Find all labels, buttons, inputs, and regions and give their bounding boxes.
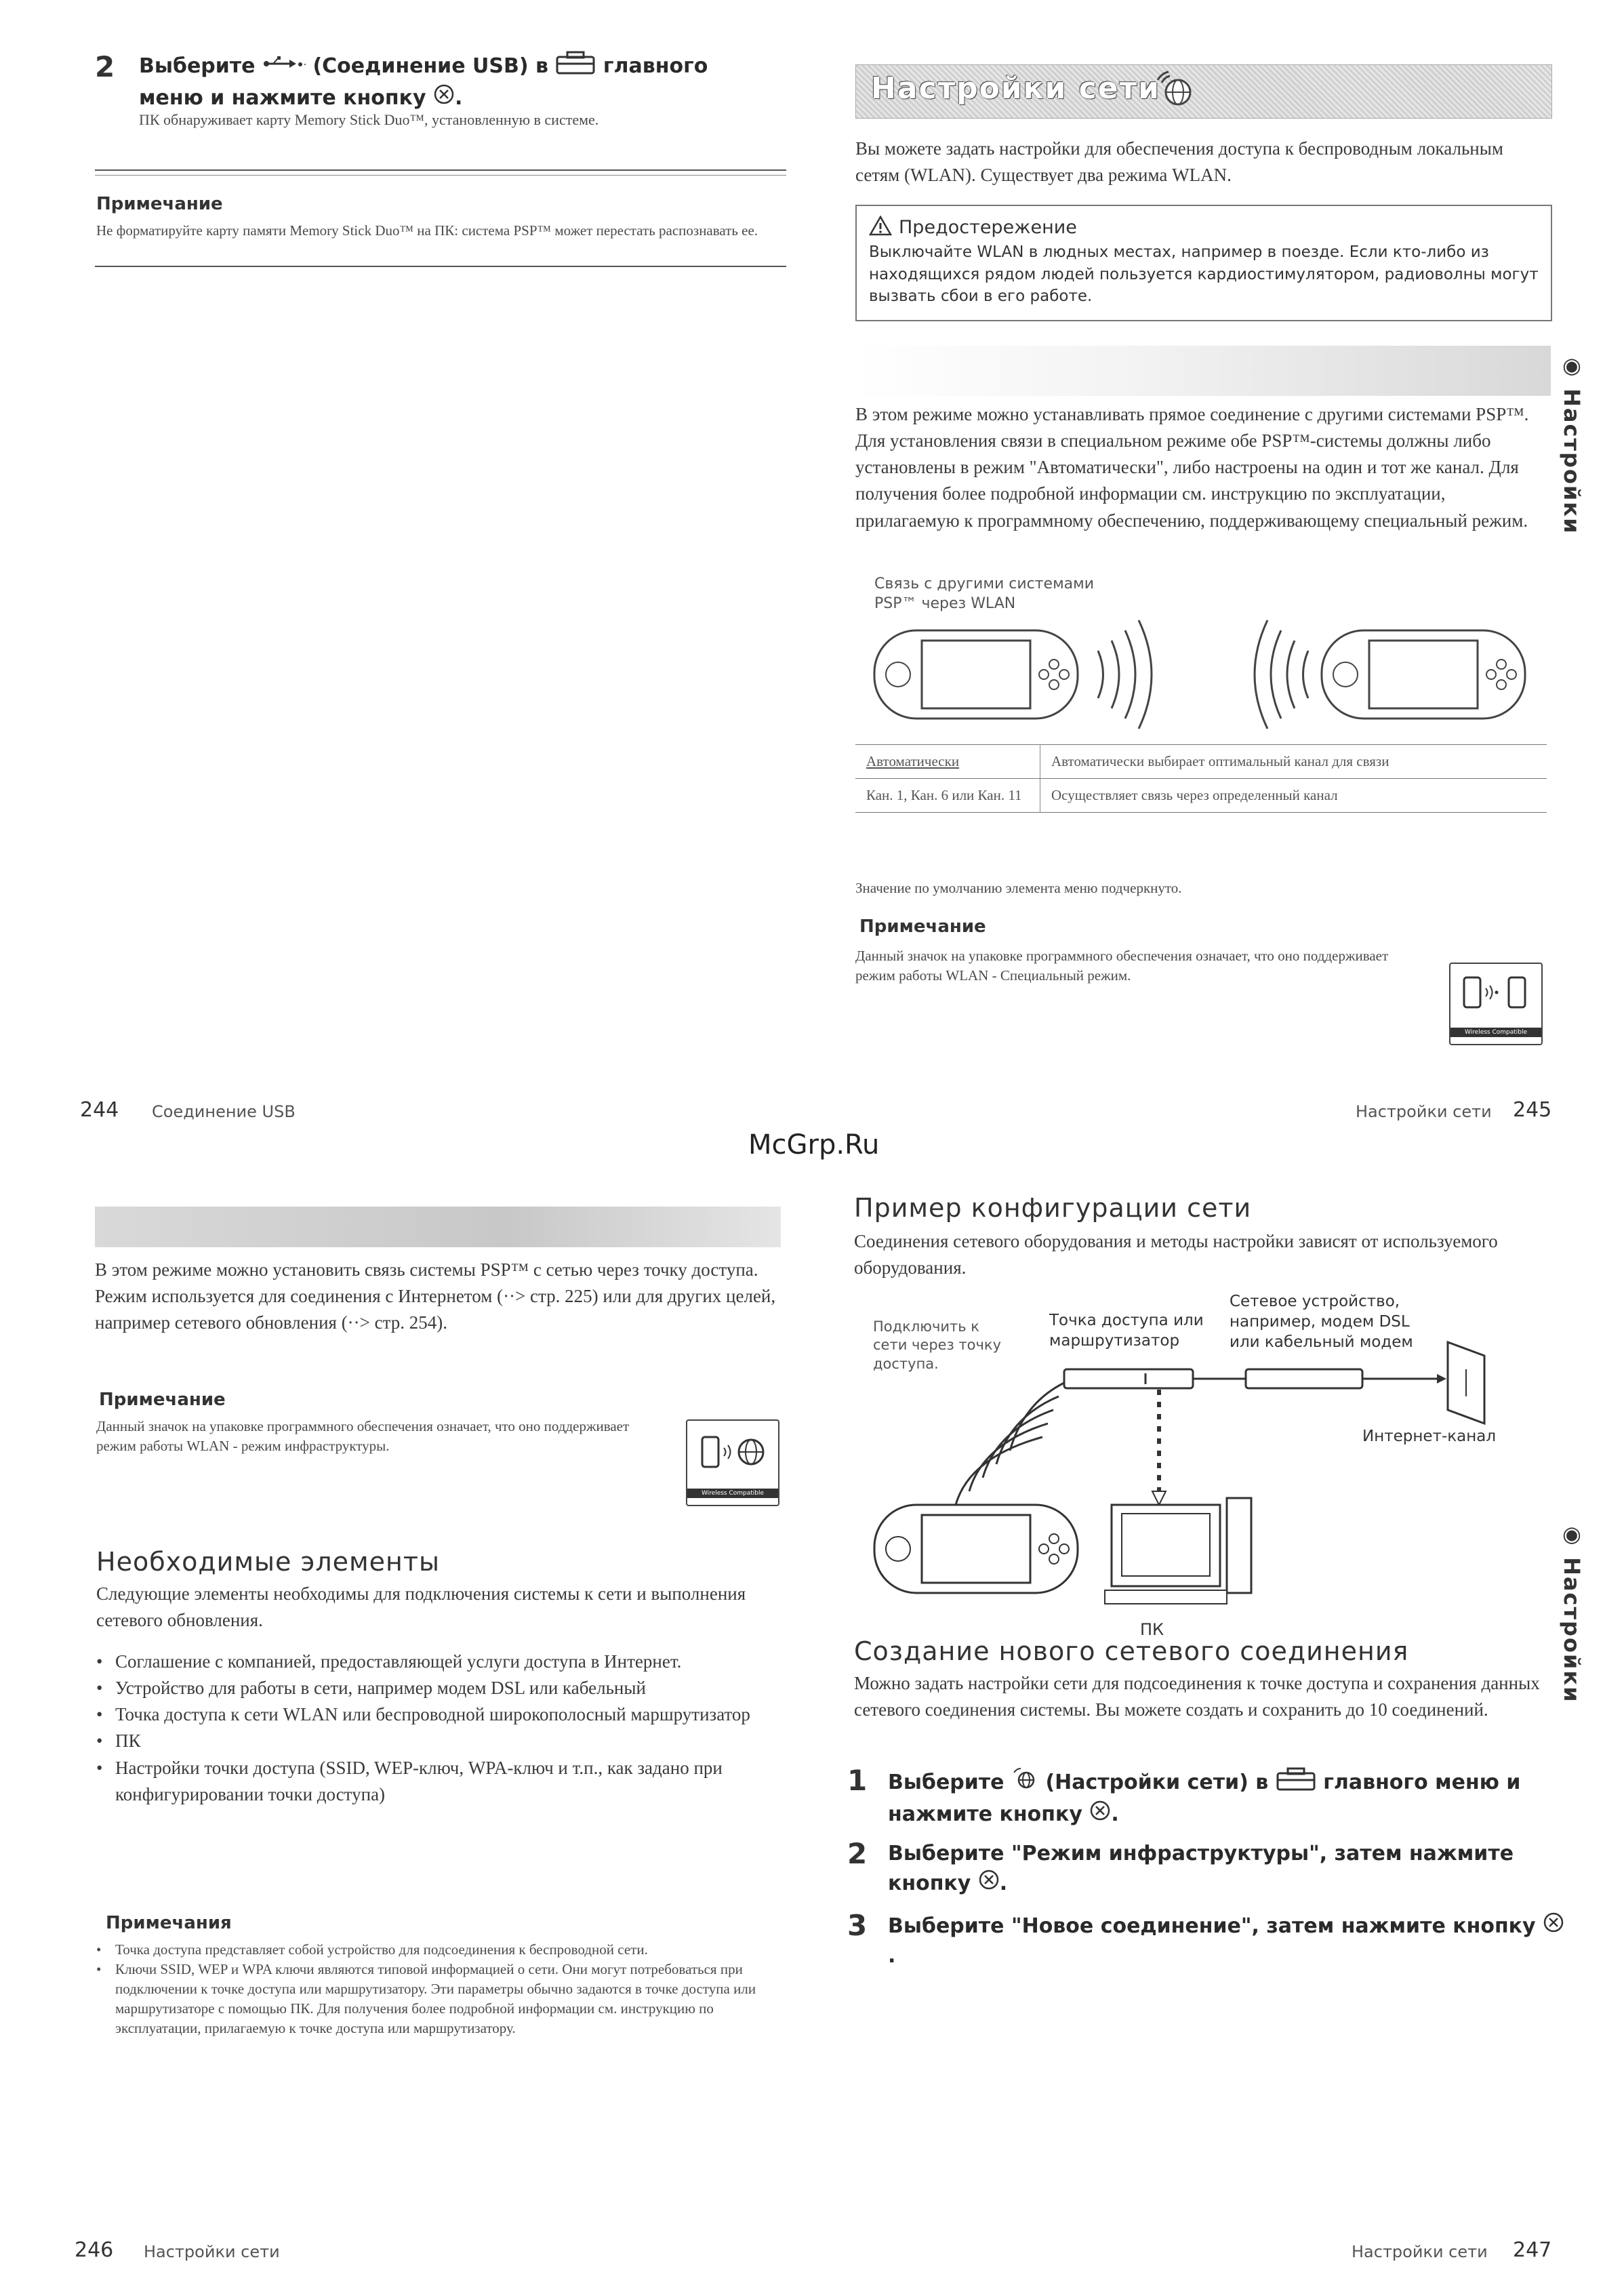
divider	[95, 266, 786, 267]
diagram-label-line: Подключить к	[873, 1318, 979, 1335]
badge-label: Wireless Compatible	[687, 1489, 778, 1498]
diagram-label-connect	[873, 1318, 1001, 1373]
step-2-instruction	[888, 1840, 1539, 1899]
caution-header	[869, 216, 1539, 239]
diagram-label-line: маршрутизатор	[1049, 1331, 1180, 1350]
note-heading: Примечание	[96, 194, 223, 214]
side-tab-label: Настройки	[1559, 1557, 1585, 1703]
step-number: 1	[847, 1764, 868, 1797]
toolbox-icon	[555, 50, 596, 83]
note-heading: Примечание	[99, 1390, 226, 1410]
step-text: Выберите	[888, 1770, 1004, 1794]
diagram-label-line: сети через точку	[873, 1337, 1002, 1354]
notes-heading: Примечания	[106, 1913, 232, 1933]
footer-section: Настройки сети	[1352, 2242, 1488, 2261]
access-point	[1064, 1369, 1193, 1388]
side-tab-settings	[1559, 1521, 1585, 1703]
diagram-label-internet: Интернет-канал	[1362, 1428, 1497, 1445]
step-text: Выберите "Новое соединение", затем нажмите кнопку	[888, 1914, 1536, 1938]
network-settings-icon	[1152, 68, 1198, 117]
network-example-text: Соединения сетевого оборудования и методы настройки зависят от используемого оборудования.	[854, 1231, 1498, 1278]
table-cell-value: Автоматически выбирает оптимальный канал для связи	[1040, 745, 1547, 779]
cross-button-icon	[978, 1869, 1000, 1899]
list-item: • Точка доступа представляет собой устройство для подсоединения к беспроводной сети.	[96, 1940, 781, 1960]
footer-section: Настройки сети	[144, 2242, 280, 2261]
psp-device-left	[874, 630, 1078, 719]
cross-button-icon	[1543, 1912, 1564, 1942]
footer-section: Настройки сети	[1356, 1102, 1492, 1121]
step-text: меню и нажмите кнопку	[139, 85, 426, 110]
cross-button-icon	[433, 83, 455, 114]
step-text: Выберите	[139, 54, 256, 78]
step-3-instruction	[888, 1912, 1566, 1971]
caution-box	[855, 205, 1552, 321]
notes-list	[96, 1940, 781, 2038]
diagram-label-line: доступа.	[873, 1355, 939, 1372]
table-cell-key: Кан. 1, Кан. 6 или Кан. 11	[855, 779, 1040, 813]
required-items-title: Необходимые элементы	[96, 1547, 441, 1577]
settings-tab-icon: ◉	[1559, 352, 1585, 389]
required-items-intro: Следующие элементы необходимы для подключения системы к сети и выполнения сетевого обновления.	[96, 1583, 746, 1631]
list-item: • Настройки точки доступа (SSID, WEP-ключ, WPA-ключ и т.п., как задано при конфигурировании точки доступа)	[96, 1755, 781, 1808]
section-header-bar	[95, 1207, 781, 1247]
note-text: Не форматируйте карту памяти Memory Stick Duo™ на ПК: система PSP™ может перестать распознавать ее.	[96, 222, 758, 239]
list-item: • Точка доступа к сети WLAN или беспроводной широкополосный маршрутизатор	[96, 1701, 781, 1728]
diagram-caption-line: PSP™ через WLAN	[874, 594, 1016, 612]
side-tab-settings	[1559, 352, 1585, 534]
default-value-note: Значение по умолчанию элемента меню подчеркнуто.	[855, 880, 1182, 896]
psp-device	[874, 1505, 1078, 1593]
psp-device-right	[1322, 630, 1525, 719]
step-number: 2	[847, 1837, 868, 1870]
caution-heading: Предостережение	[899, 216, 1077, 238]
list-item: • ПК	[96, 1728, 781, 1754]
table-cell-key: Автоматически	[855, 745, 1040, 779]
step-text: .	[888, 1943, 896, 1968]
step-text: .	[455, 85, 463, 110]
dashed-connection	[1152, 1390, 1166, 1505]
list-item: • Устройство для работы в сети, например модем DSL или кабельный	[96, 1675, 781, 1701]
warning-icon	[869, 216, 892, 239]
cross-button-icon	[1089, 1800, 1111, 1830]
wlan-intro: Вы можете задать настройки для обеспечения доступа к беспроводным локальным сетям (WLAN). Существует два режима WLAN.	[855, 138, 1503, 186]
diagram-label-line: Сетевое устройство,	[1230, 1293, 1400, 1310]
network-example-title: Пример конфигурации сети	[854, 1193, 1252, 1223]
note-heading: Примечание	[859, 916, 986, 937]
divider	[95, 169, 786, 171]
network-settings-icon	[1011, 1767, 1038, 1799]
badge-label: Wireless Compatible	[1450, 1028, 1541, 1037]
wireless-waves-icon	[1098, 620, 1308, 729]
step-text: нажмите кнопку	[888, 1802, 1082, 1826]
step-text: (Соединение USB) в	[312, 54, 548, 78]
step-1-instruction	[888, 1766, 1559, 1830]
dsl-modem	[1246, 1369, 1362, 1388]
watermark: McGrp.Ru	[748, 1129, 880, 1160]
list-item: • Соглашение с компанией, предоставляющей услуги доступа в Интернет.	[96, 1649, 781, 1675]
adhoc-diagram	[868, 610, 1532, 739]
footer-section: Соединение USB	[152, 1102, 296, 1121]
step-text: Выберите "Режим инфраструктуры", затем нажмите кнопку	[888, 1842, 1514, 1895]
caution-text: Выключайте WLAN в людных местах, например в поезде. Если кто-либо из находящихся рядом людей пользуется кардиостимулятором, радиоволны могут вызвать сбои в его работе.	[869, 243, 1539, 306]
wireless-compatible-infrastructure-icon	[686, 1419, 779, 1506]
step-text: главного меню и	[1323, 1770, 1521, 1794]
infrastructure-description: В этом режиме можно установить связь системы PSP™ с сетью через точку доступа. Режим используется для соединения с Интернетом (··> стр. 225) или для других целей, например сетевого обновления (··> стр. 254).	[95, 1259, 776, 1333]
step-text: .	[1111, 1802, 1119, 1826]
table-cell-value: Осуществляет связь через определенный канал	[1040, 779, 1547, 813]
page-number: 244	[80, 1098, 119, 1122]
diagram-label-line: например, модем DSL	[1230, 1312, 1410, 1331]
wireless-compatible-adhoc-icon	[1449, 963, 1543, 1045]
step-2-result: ПК обнаруживает карту Memory Stick Duo™, установленную в системе.	[139, 111, 599, 128]
step-2-instruction	[139, 50, 749, 113]
diagram-label-access-point	[1049, 1311, 1204, 1352]
table-row	[855, 745, 1547, 779]
note-text: Данный значок на упаковке программного обеспечения означает, что оно поддерживает режим работы WLAN - режим инфраструктуры.	[96, 1418, 630, 1454]
page-number: 245	[1513, 1098, 1552, 1122]
diagram-caption-line: Связь с другими системами	[874, 575, 1095, 592]
subsection-header-bar	[855, 346, 1551, 396]
step-text: .	[999, 1871, 1008, 1895]
diagram-label-line: Точка доступа или	[1049, 1312, 1204, 1329]
side-tab-label: Настройки	[1559, 388, 1585, 535]
table-row	[855, 779, 1547, 813]
step-text: главного	[603, 54, 708, 78]
page-number: 246	[75, 2238, 114, 2262]
toolbox-icon	[1276, 1766, 1316, 1800]
page-number: 247	[1513, 2238, 1552, 2262]
wireless-waves-icon	[956, 1383, 1064, 1505]
pc-computer-icon	[1105, 1498, 1251, 1604]
step-number: 2	[95, 50, 115, 83]
usb-icon	[262, 52, 306, 81]
divider	[95, 175, 786, 176]
diagram-label-pc: ПК	[1140, 1620, 1164, 1639]
step-text: (Настройки сети) в	[1045, 1770, 1269, 1794]
create-connection-title: Создание нового сетевого соединения	[854, 1636, 1409, 1666]
adhoc-description: В этом режиме можно устанавливать прямое соединение с другими системами PSP™. Для установления связи в специальном режиме обе PSP™-системы должны либо установлены в режим "Автоматически", либо настроены на один и тот же канал. Для получения более подробной информации см. инструкцию по эксплуатации, прилагаемую к программному обеспечению, поддерживающему специальный режим.	[855, 404, 1529, 531]
settings-tab-icon: ◉	[1559, 1521, 1585, 1558]
section-title: Настройки сети	[871, 71, 1160, 106]
create-connection-text: Можно задать настройки сети для подсоединения к точке доступа и сохранения данных сетевого соединения системы. Вы можете создать и сохранить до 10 соединений.	[854, 1673, 1540, 1720]
diagram-label-line: или кабельный модем	[1230, 1333, 1413, 1351]
diagram-label-network-device	[1230, 1292, 1413, 1353]
note-text: Данный значок на упаковке программного обеспечения означает, что оно поддерживает режим работы WLAN - Специальный режим.	[855, 948, 1389, 984]
channel-table	[855, 744, 1547, 813]
arrow-right-icon	[1437, 1374, 1446, 1383]
required-items-list	[96, 1649, 781, 1808]
wall-socket-icon	[1448, 1342, 1484, 1423]
diagram-caption	[874, 575, 1094, 613]
list-item: • Ключи SSID, WEP и WPA ключи являются типовой информацией о сети. Они могут потребоваться при подключении к точке доступа или маршрутизатору. Эти параметры обычно задаются в точке доступа или маршрутизаторе с помощью ПК. Для получения более подробной информации см. инструкцию по эксплуатации, прилагаемую к точке доступа или маршрутизатору.	[96, 1960, 781, 2038]
step-number: 3	[847, 1909, 868, 1942]
